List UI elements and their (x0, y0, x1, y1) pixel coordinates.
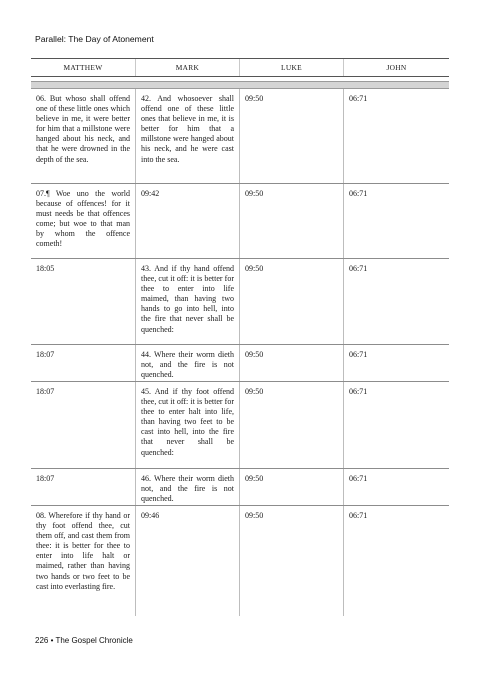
column-header-matthew: MATTHEW (31, 59, 136, 76)
table-row (31, 345, 449, 382)
column-header-john: JOHN (386, 63, 407, 72)
cell-mark: 42. And whosoever shall offend one of these little ones that believe in me, it is better for him that a millstone were hanged about his neck, and he were cast into the sea. (136, 89, 240, 183)
cell-john: 06:71 (349, 511, 368, 520)
cell-mark: 09:42 (136, 184, 240, 258)
table-row (31, 469, 449, 506)
cell-mark: 43. And if thy hand offend thee, cut it off: it is better for thee to enter into life maimed, than having two hands to go into hell, into the fire that never shall be quenched: (136, 259, 240, 344)
cell-matthew: 18:05 (31, 259, 136, 344)
cell-luke: 09:50 (240, 345, 344, 381)
header-divider-band (31, 81, 449, 89)
cell-matthew: 18:07 (31, 382, 136, 468)
page-title: Parallel: The Day of Atonement (35, 34, 154, 44)
column-header-luke: LUKE (240, 59, 344, 76)
cell-matthew: 07.¶ Woe uno the world because of offences! for it must needs be that offences come; but woe to that man by whom the offence cometh! (31, 184, 136, 258)
cell-luke: 09:50 (240, 89, 344, 183)
table-row (31, 382, 449, 469)
cell-john: 06:71 (349, 387, 368, 396)
table-row (31, 259, 449, 345)
cell-john: 06:71 (349, 94, 368, 103)
cell-matthew: 08. Wherefore if thy hand or thy foot offend thee, cut them off, and cast them from thee: it is better for thee to enter into life halt or maimed, rather than having two hands or two feet to be cast into everlasting fire. (31, 506, 136, 616)
cell-mark: 44. Where their worm dieth not, and the fire is not quenched. (136, 345, 240, 381)
cell-luke: 09:50 (240, 259, 344, 344)
cell-john: 06:71 (349, 264, 368, 273)
column-header-mark: MARK (136, 59, 240, 76)
cell-mark: 46. Where their worm dieth not, and the fire is not quenched. (136, 469, 240, 505)
table-header (31, 58, 449, 77)
cell-matthew: 18:07 (31, 345, 136, 381)
page-footer: 226 • The Gospel Chronicle (35, 636, 133, 645)
table-row (31, 89, 449, 184)
cell-mark: 09:46 (136, 506, 240, 616)
cell-luke: 09:50 (240, 506, 344, 616)
table-row (31, 506, 449, 616)
cell-john: 06:71 (349, 189, 368, 198)
parallel-table (31, 89, 449, 616)
cell-john: 06:71 (349, 350, 368, 359)
cell-luke: 09:50 (240, 469, 344, 505)
cell-matthew: 06. But whoso shall offend one of these little ones which believe in me, it were better for him that a millstone were hanged about his neck, and that he were drowned in the depth of the sea. (31, 89, 136, 183)
cell-luke: 09:50 (240, 184, 344, 258)
cell-matthew: 18:07 (31, 469, 136, 505)
cell-john: 06:71 (349, 474, 368, 483)
cell-mark: 45. And if thy foot offend thee, cut it off: it is better for thee to enter halt into life, than having two feet to be cast into hell, into the fire that never shall be quenched: (136, 382, 240, 468)
table-row (31, 184, 449, 259)
cell-luke: 09:50 (240, 382, 344, 468)
